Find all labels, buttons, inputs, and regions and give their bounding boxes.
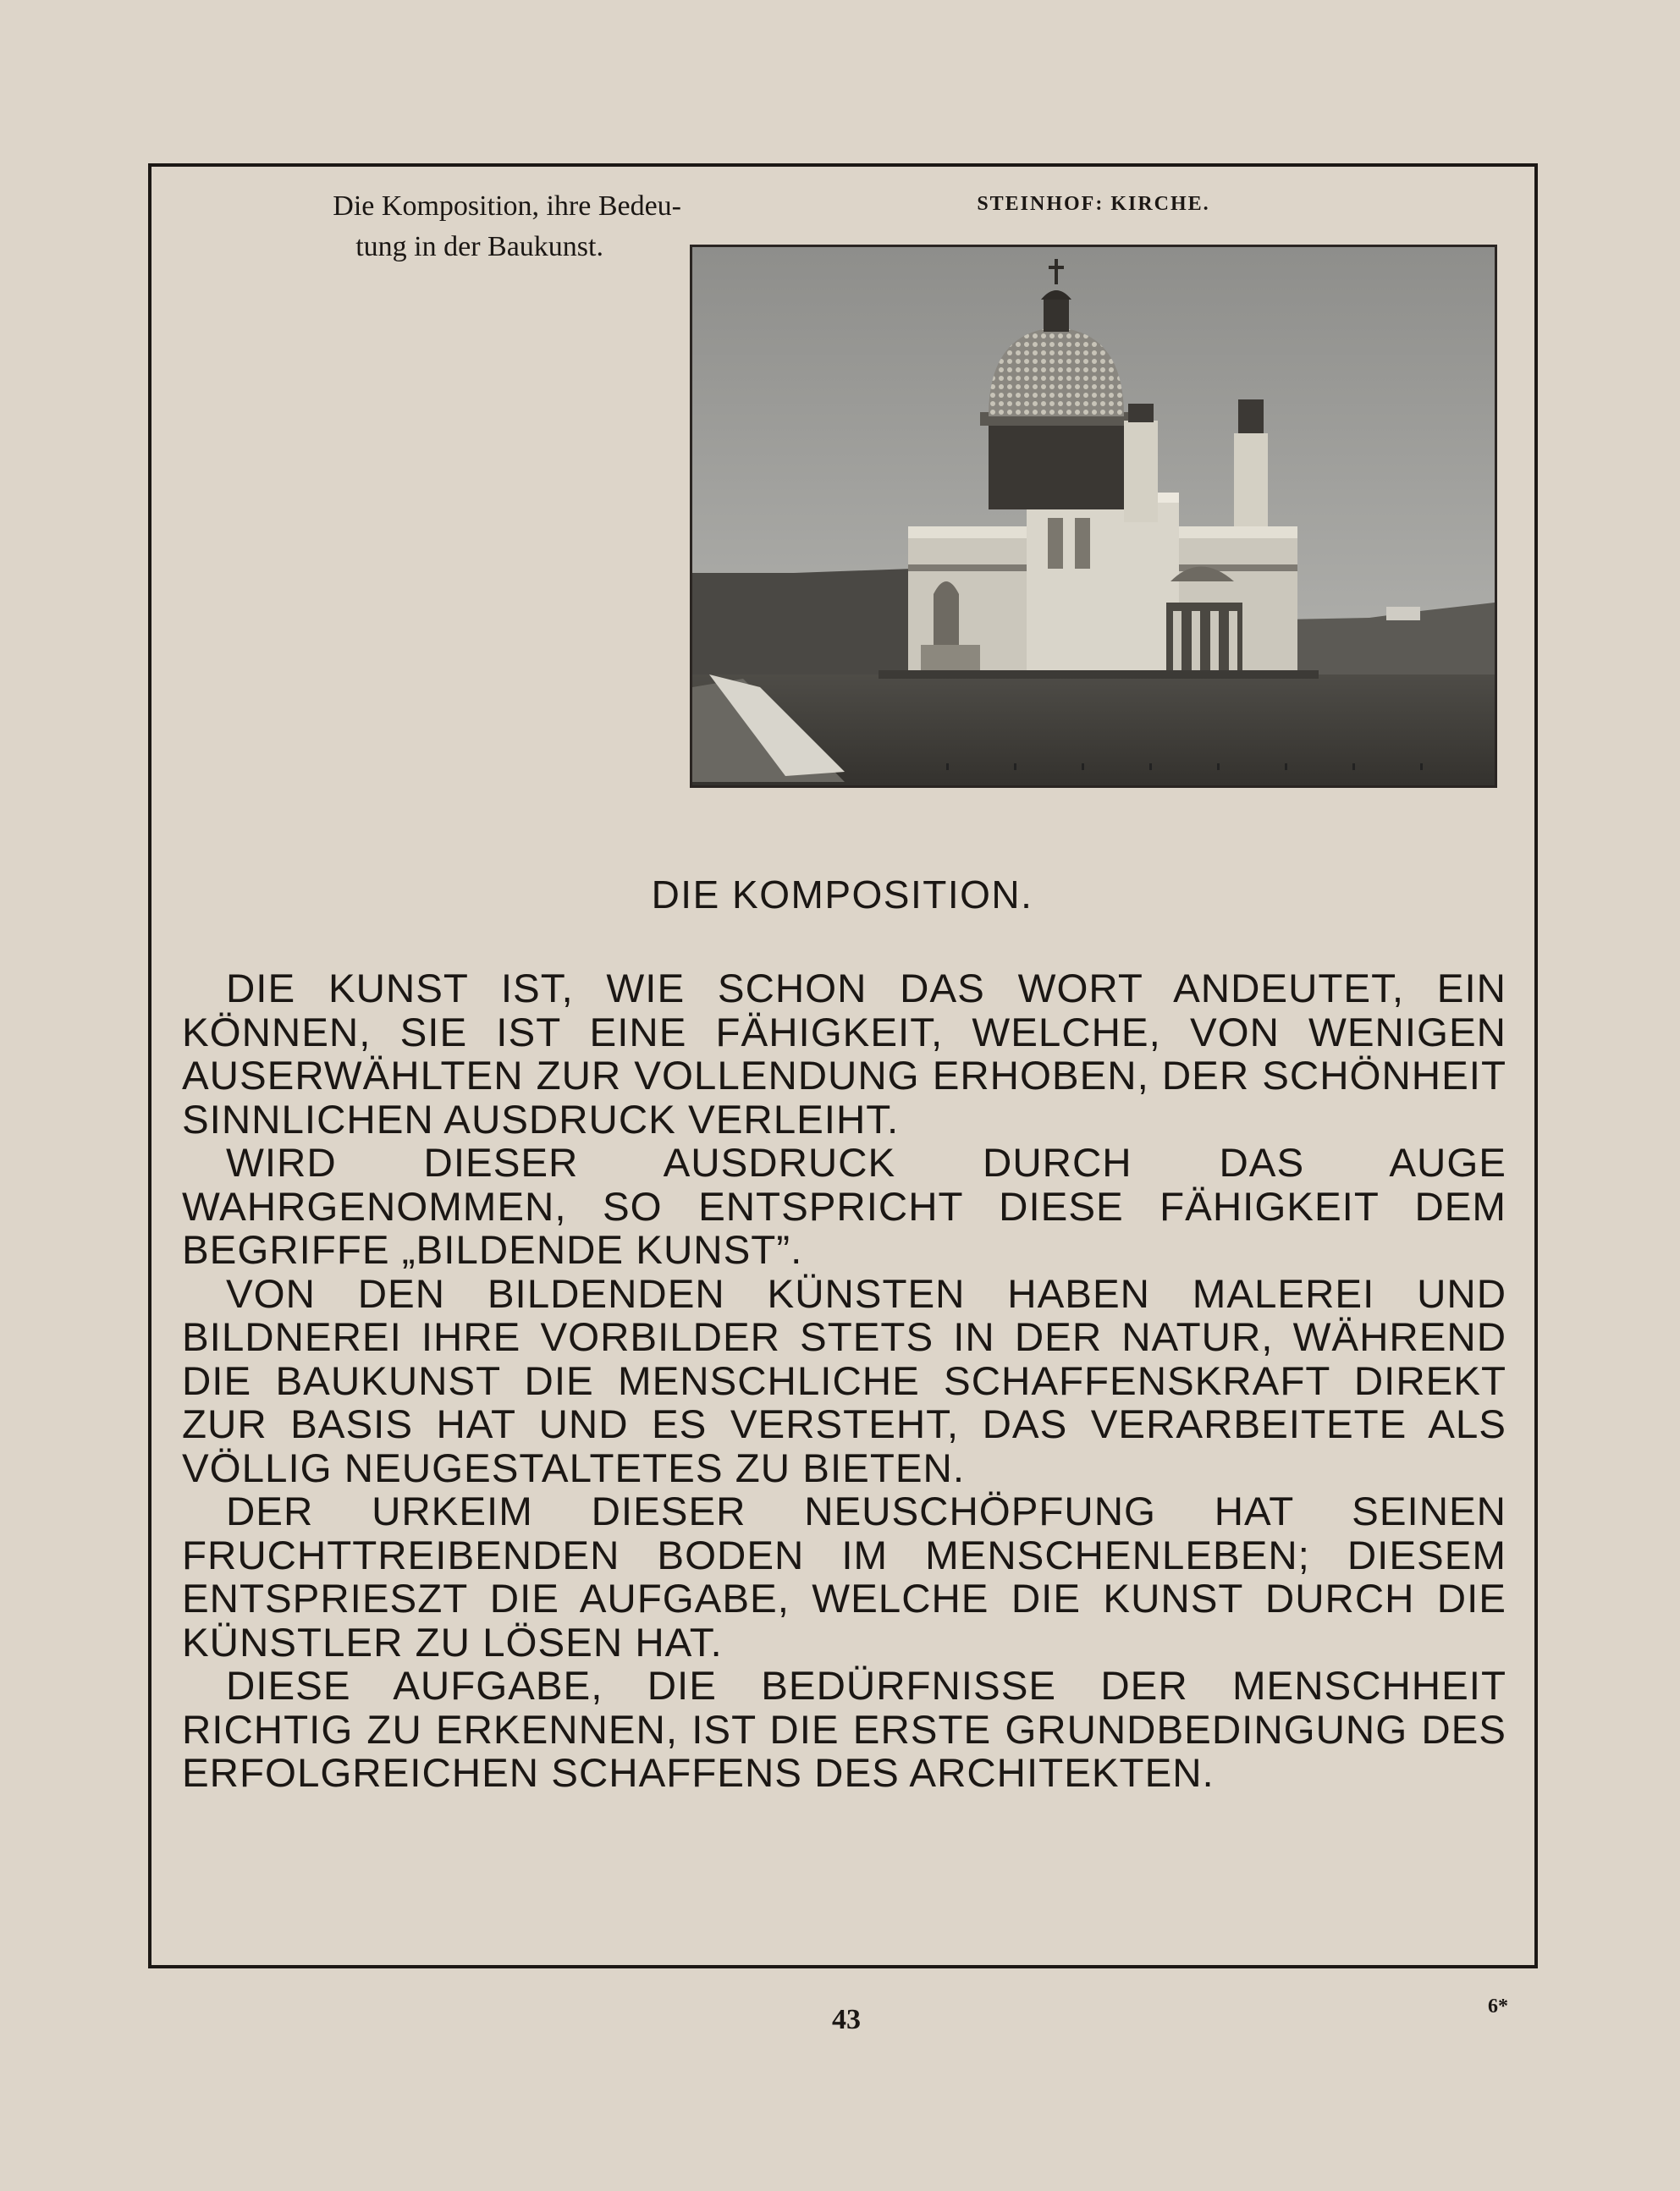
- signature-mark: 6*: [1488, 1996, 1508, 2018]
- page-number: 43: [832, 2004, 861, 2035]
- marginal-note-line-2: tung in der Baukunst.: [355, 231, 603, 262]
- marginal-note-line-1: Die Komposition, ihre Bedeu-: [333, 190, 681, 222]
- marginal-note: [174, 186, 681, 267]
- paragraph-5: DIESE AUFGABE, DIE BEDÜRFNISSE DER MENSCHHEIT RICHTIG ZU ERKENNEN, IST DIE ERSTE GRUNDBEDINGUNG DES ERFOLGREICHEN SCHAFFENS DES ARCHITEKTEN.: [182, 1664, 1506, 1796]
- section-title: DIE KOMPOSITION.: [651, 873, 1033, 917]
- paragraph-1: DIE KUNST IST, WIE SCHON DAS WORT ANDEUTET, EIN KÖNNEN, SIE IST EINE FÄHIGKEIT, WELCHE, VON WENIGEN AUSERWÄHLTEN ZUR VOLLENDUNG ERHOBEN, DER SCHÖNHEIT SINNLICHEN AUSDRUCK VERLEIHT.: [182, 966, 1506, 1142]
- church-photograph: [690, 245, 1497, 788]
- paragraph-4: DER URKEIM DIESER NEUSCHÖPFUNG HAT SEINEN FRUCHTTREIBENDEN BODEN IM MENSCHENLEBEN; DIESEM ENTSPRIESZT DIE AUFGABE, WELCHE DIE KUNST DURCH DIE KÜNSTLER ZU LÖSEN HAT.: [182, 1489, 1506, 1665]
- paragraph-3: VON DEN BILDENDEN KÜNSTEN HABEN MALEREI UND BILDNEREI IHRE VORBILDER STETS IN DER NATUR, WÄHREND DIE BAUKUNST DIE MENSCHLICHE SCHAFFENSKRAFT DIREKT ZUR BASIS HAT UND ES VERSTEHT, DAS VERARBEITETE ALS VÖLLIG NEUGESTALTETES ZU BIETEN.: [182, 1271, 1506, 1491]
- paragraph-2: WIRD DIESER AUSDRUCK DURCH DAS AUGE WAHRGENOMMEN, SO ENTSPRICHT DIESE FÄHIGKEIT DEM BEGRIFFE „BILDENDE KUNST”.: [182, 1141, 1506, 1273]
- body-text: [182, 967, 1506, 1796]
- figure-caption: STEINHOF: KIRCHE.: [977, 193, 1210, 215]
